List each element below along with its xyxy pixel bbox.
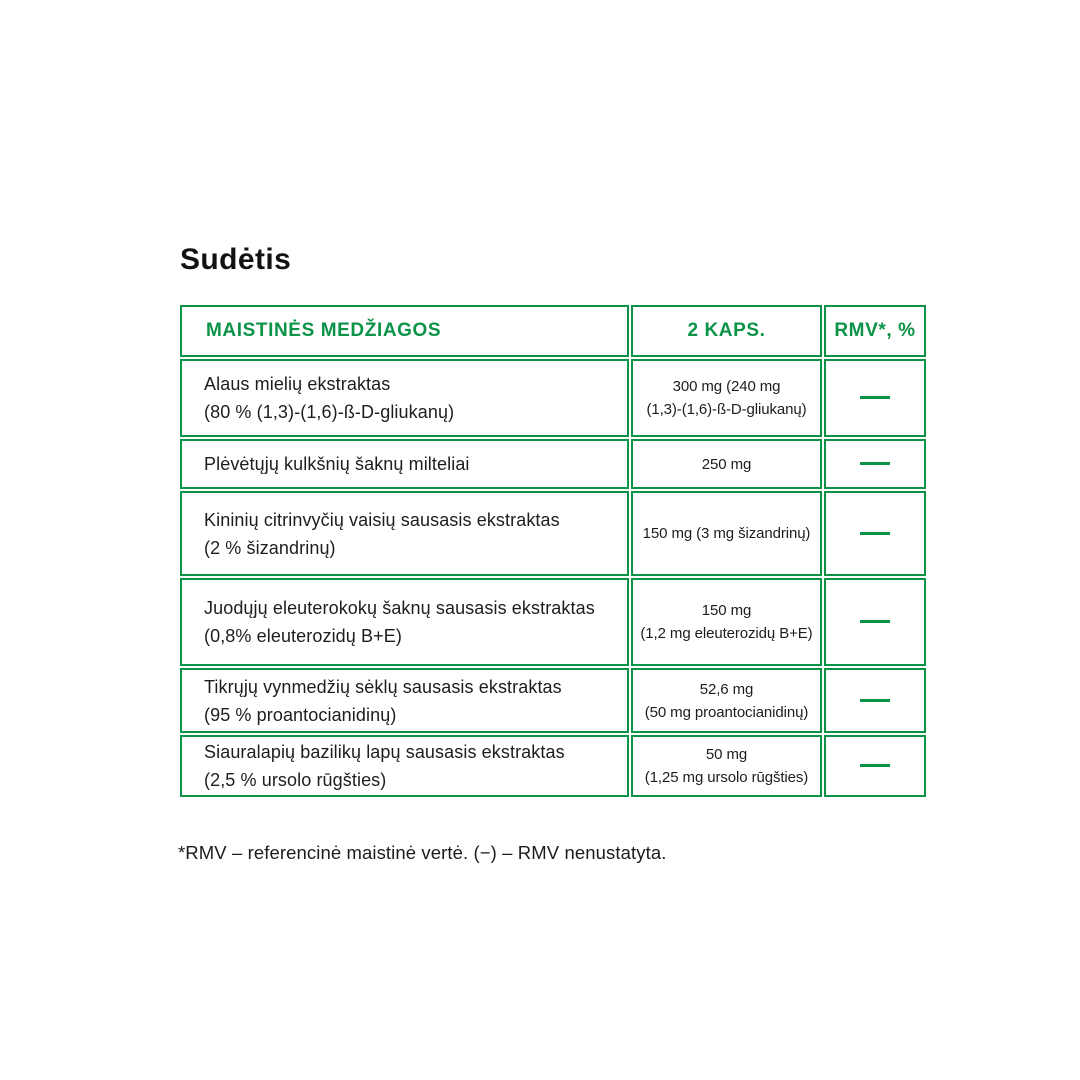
table-row	[180, 439, 926, 489]
amount-line1: 50 mg	[705, 746, 748, 763]
amount-line2: (1,2 mg eleuterozidų B+E)	[640, 625, 813, 642]
col-header-rmv: RMV*, %	[824, 305, 926, 357]
amount-line2: (50 mg proantocianidinų)	[644, 703, 809, 721]
amount-line1: 150 mg	[701, 602, 752, 619]
header-row	[180, 305, 926, 357]
amount-cell	[631, 359, 822, 437]
ingredient-detail: (80 % (1,3)-(1,6)-ß-D-gliukanų)	[204, 402, 455, 422]
table-row	[180, 359, 926, 437]
amount-line1: 300 mg (240 mg	[672, 378, 781, 395]
ingredient-cell	[180, 578, 629, 666]
rmv-cell	[824, 491, 926, 576]
ingredient-name: Siauralapių bazilikų lapų sausasis ekstraktas	[204, 742, 565, 762]
amount-cell	[631, 578, 822, 666]
amount-line1: 52,6 mg	[699, 680, 754, 698]
col-header-nutrients: MAISTINĖS MEDŽIAGOS	[180, 305, 629, 357]
rmv-dash-icon	[860, 699, 890, 702]
ingredient-cell	[180, 668, 629, 733]
ingredient-name: Alaus mielių ekstraktas	[204, 374, 391, 394]
ingredient-name: Kininių citrinvyčių vaisių sausasis ekstraktas	[204, 509, 560, 530]
rmv-dash-icon	[860, 764, 890, 767]
table-row	[180, 491, 926, 576]
ingredient-detail: (95 % proantocianidinų)	[204, 704, 397, 725]
table-row	[180, 735, 926, 797]
amount-line1: 150 mg (3 mg šizandrinų)	[642, 525, 811, 542]
rmv-cell	[824, 668, 926, 733]
ingredient-cell	[180, 439, 629, 489]
rmv-dash-icon	[860, 532, 890, 535]
amount-cell	[631, 668, 822, 733]
ingredient-name: Tikrųjų vynmedžių sėklų sausasis ekstraktas	[204, 676, 562, 697]
rmv-cell	[824, 359, 926, 437]
amount-cell	[631, 735, 822, 797]
ingredient-cell	[180, 491, 629, 576]
ingredient-cell	[180, 359, 629, 437]
rmv-dash-icon	[860, 620, 890, 623]
ingredient-name: Juodųjų eleuterokokų šaknų sausasis ekstraktas	[204, 598, 595, 618]
footnote: *RMV – referencinė maistinė vertė. (−) – RMV nenustatyta.	[178, 842, 667, 863]
rmv-dash-icon	[860, 396, 890, 399]
col-header-dose: 2 KAPS.	[631, 305, 822, 357]
ingredient-name: Plėvėtųjų kulkšnių šaknų milteliai	[204, 454, 470, 474]
amount-line2: (1,3)-(1,6)-ß-D-gliukanų)	[646, 401, 807, 418]
ingredient-detail: (2,5 % ursolo rūgšties)	[204, 770, 387, 790]
table-row	[180, 668, 926, 733]
ingredient-detail: (2 % šizandrinų)	[204, 537, 336, 558]
rmv-cell	[824, 735, 926, 797]
nutrition-table	[178, 303, 928, 799]
rmv-cell	[824, 439, 926, 489]
rmv-dash-icon	[860, 462, 890, 465]
page-title: Sudėtis	[180, 243, 292, 276]
ingredient-detail: (0,8% eleuterozidų B+E)	[204, 626, 402, 646]
rmv-cell	[824, 578, 926, 666]
amount-line1: 250 mg	[701, 455, 752, 473]
amount-cell	[631, 439, 822, 489]
table-row	[180, 578, 926, 666]
ingredient-cell	[180, 735, 629, 797]
amount-cell	[631, 491, 822, 576]
amount-line2: (1,25 mg ursolo rūgšties)	[644, 769, 809, 786]
